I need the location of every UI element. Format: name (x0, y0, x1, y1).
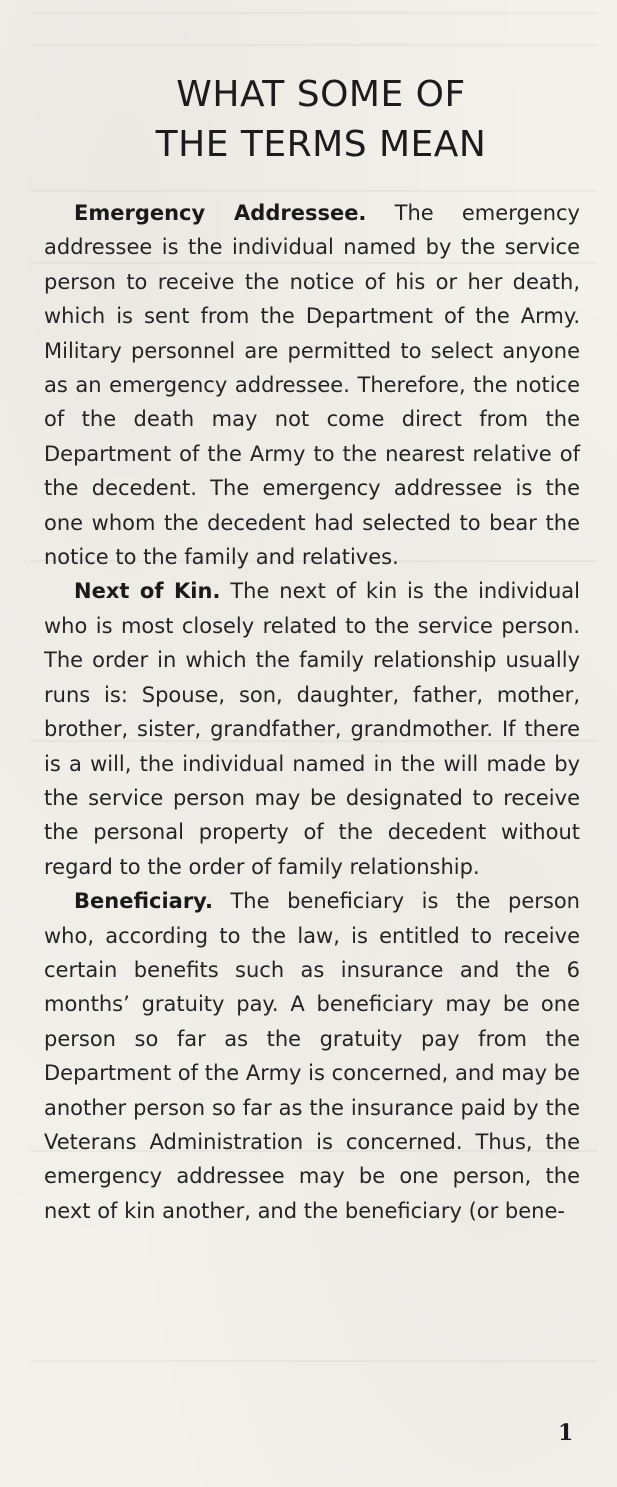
term-label: Beneficiary. (74, 889, 213, 914)
page-number: 1 (558, 1420, 574, 1446)
term-label: Next of Kin. (74, 579, 221, 604)
title-line-1: WHAT SOME OF (176, 74, 466, 115)
definitions-body (44, 196, 580, 1228)
page-title (44, 70, 580, 170)
definition-text: The emergency addressee is the individual named by the service person to receive the notice of his or her death, which is sent from the Department of the Army. Military personnel are permitted to select anyone as an emergency addressee. Therefore, the notice of the death may not come direct from the Department of the Army to the nearest relative of the decedent. The emergency addressee is the one whom the decedent had selected to bear the notice to the family and relatives. (44, 201, 580, 570)
definition-beneficiary (44, 884, 580, 1228)
definition-next-of-kin (44, 574, 580, 884)
definition-text: The beneficiary is the person who, according to the law, is entitled to receive certain benefits such as insurance and the 6 months’ gratuity pay. A beneficiary may be one person so far as the gratuity pay from the Department of the Army is concerned, and may be another person so far as the insurance paid by the Veterans Administration is concerned. Thus, the emergency addressee may be one person, the next of kin another, and the beneficiary (or bene- (44, 889, 580, 1223)
definition-emergency-addressee (44, 196, 580, 574)
term-label: Emergency Addressee. (74, 201, 367, 225)
definition-text: The next of kin is the individual who is most closely related to the service person. The order in which the family relationship usually runs is: Spouse, son, daughter, father, mother, brother, sister, grandfather, grandmother. If there is a will, the individual named in the will made by the service person may be designated to receive the personal property of the decedent without regard to the order of family relationship. (44, 579, 580, 879)
page-content (44, 70, 580, 1228)
title-line-2: THE TERMS MEAN (155, 124, 487, 165)
